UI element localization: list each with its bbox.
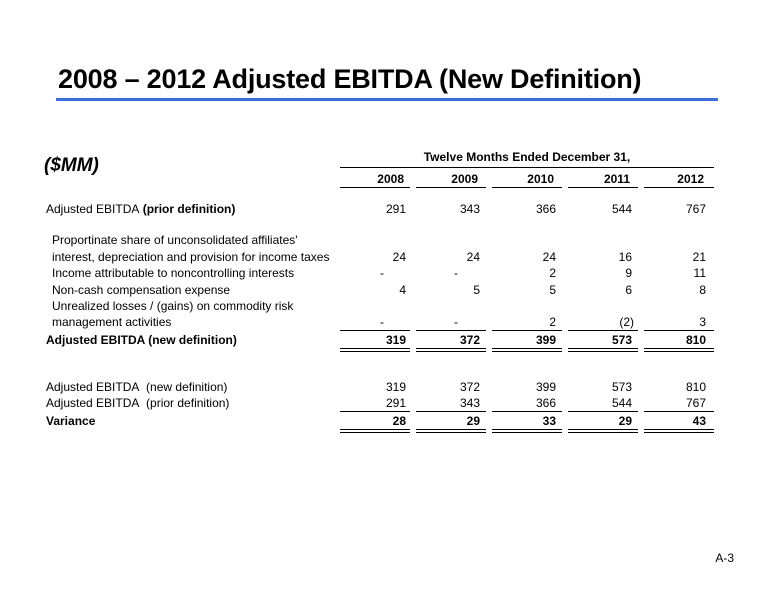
subtotal-rule [492,411,562,412]
table-row-recon-new-definition [0,380,776,396]
total-double-rule [340,429,410,433]
period-header: Twelve Months Ended December 31, [423,150,631,164]
cell-2011: 544 [611,396,632,410]
cell-2011: 16 [618,250,632,264]
cell-2008: - [380,266,384,280]
table-row-variance [0,414,776,430]
cell-2012: 8 [699,283,706,297]
row-label: Adjusted EBITDA (new definition) [46,333,237,347]
cell-2012: 810 [685,380,706,394]
total-double-rule [644,429,714,433]
cell-2010: 33 [542,414,556,428]
cell-2012: 767 [685,202,706,216]
table-row-noncontrolling-interests [0,266,776,282]
subtotal-rule [644,330,714,331]
year-header-2010: 2010 [527,172,554,186]
cell-2011: 544 [611,202,632,216]
title-underline [56,98,718,101]
table-row-proportionate-share-line1 [0,233,776,249]
table-row-recon-prior-definition [0,396,776,412]
cell-2008: 291 [385,396,406,410]
cell-2009: 24 [466,250,480,264]
cell-2008: 319 [385,333,406,347]
row-label: Unrealized losses / (gains) on commodity risk [52,299,294,313]
cell-2009: 372 [459,333,480,347]
cell-2009: - [454,266,458,280]
row-label-qualifier: (prior definition) [142,202,236,216]
table-row-unrealized-losses-line1 [0,299,776,315]
row-label: Non-cash compensation expense [52,283,231,297]
year-header-2008: 2008 [377,172,404,186]
cell-2011: (2) [619,315,634,329]
subtotal-rule [340,330,410,331]
cell-2011: 573 [611,380,632,394]
cell-2011: 6 [625,283,632,297]
cell-2008: - [380,315,384,329]
cell-2008: 28 [392,414,406,428]
year-header-2012: 2012 [677,172,704,186]
year-rule [416,187,486,188]
subtotal-rule [416,330,486,331]
subtotal-rule [492,330,562,331]
cell-2009: - [454,315,458,329]
cell-2010: 366 [535,202,556,216]
total-double-rule [492,429,562,433]
subtotal-rule [568,330,638,331]
table-row-proportionate-share [0,250,776,266]
cell-2010: 399 [535,333,556,347]
table-row-adjusted-ebitda-new [0,333,776,349]
cell-2012: 767 [685,396,706,410]
row-label: Variance [46,414,96,428]
cell-2012: 810 [685,333,706,347]
cell-2011: 573 [611,333,632,347]
total-double-rule [568,348,638,352]
row-label: management activities [52,315,172,329]
table-row-unrealized-losses [0,315,776,331]
total-double-rule [416,429,486,433]
period-header-rule [340,167,714,168]
row-label: interest, depreciation and provision for income taxes [52,250,330,264]
cell-2012: 3 [699,315,706,329]
year-rule [568,187,638,188]
row-label: Income attributable to noncontrolling interests [52,266,295,280]
row-label: Adjusted EBITDA [46,396,140,410]
subtotal-rule [644,411,714,412]
subtotal-rule [340,411,410,412]
row-label: Adjusted EBITDA [46,202,140,216]
cell-2009: 343 [459,202,480,216]
cell-2009: 343 [459,396,480,410]
cell-2008: 24 [392,250,406,264]
subtotal-rule [416,411,486,412]
total-double-rule [340,348,410,352]
row-label: Adjusted EBITDA [46,380,140,394]
cell-2012: 21 [692,250,706,264]
cell-2008: 4 [399,283,406,297]
cell-2011: 9 [625,266,632,280]
cell-2010: 2 [549,266,556,280]
cell-2010: 2 [549,315,556,329]
cell-2010: 366 [535,396,556,410]
row-label: Proportinate share of unconsolidated affiliates' [52,233,298,247]
cell-2010: 5 [549,283,556,297]
year-header-2009: 2009 [451,172,478,186]
year-rule [340,187,410,188]
cell-2008: 291 [385,202,406,216]
cell-2012: 11 [693,266,706,280]
cell-2010: 399 [535,380,556,394]
total-double-rule [492,348,562,352]
cell-2009: 5 [473,283,480,297]
total-double-rule [644,348,714,352]
cell-2012: 43 [692,414,706,428]
year-header-2011: 2011 [603,172,630,186]
year-rule [492,187,562,188]
page-number: A-3 [715,551,734,565]
row-label-qualifier: (prior definition) [146,396,230,410]
table-row-non-cash-compensation [0,283,776,299]
cell-2009: 372 [459,380,480,394]
table-row-adjusted-ebitda-prior [0,202,776,218]
cell-2008: 319 [385,380,406,394]
cell-2011: 29 [618,414,632,428]
subtotal-rule [568,411,638,412]
page-title: 2008 – 2012 Adjusted EBITDA (New Definition) [58,64,642,94]
cell-2009: 29 [466,414,480,428]
unit-label: ($MM) [44,155,99,176]
total-double-rule [416,348,486,352]
year-rule [644,187,714,188]
cell-2010: 24 [542,250,556,264]
total-double-rule [568,429,638,433]
row-label-qualifier: (new definition) [146,380,228,394]
